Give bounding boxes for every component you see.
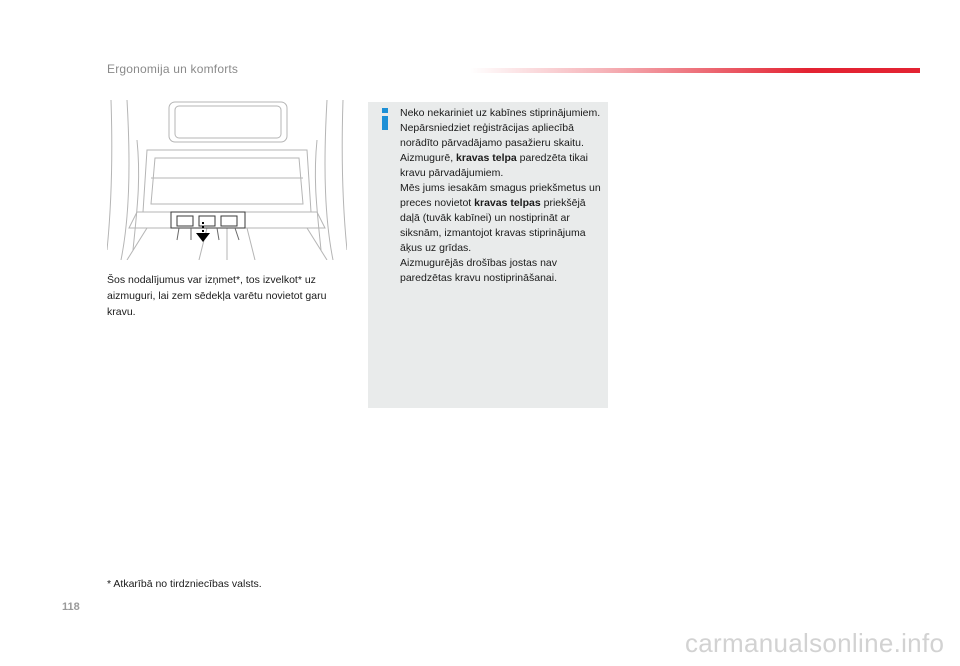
watermark: carmanualsonline.info xyxy=(685,628,945,658)
highlight-term: kravas telpa xyxy=(456,152,517,164)
info-line: Aizmugurējās drošības jostas nav paredzētas kravu nostiprināšanai. xyxy=(400,257,558,284)
info-line: Neko nekariniet uz kabīnes stiprinājumiem. xyxy=(400,107,601,119)
header-accent-bar xyxy=(470,68,920,73)
highlight-term: kravas telpas xyxy=(474,197,541,209)
seat-storage-illustration xyxy=(107,100,347,260)
section-title: Ergonomija un komforts xyxy=(107,62,239,76)
info-line: Nepārsniedziet reģistrācijas apliecībā norādīto pārvadājamo pasažieru skaitu. xyxy=(400,122,584,149)
info-text xyxy=(400,106,604,286)
body-paragraph: Šos nodalījumus var izņmet*, tos izvelkot* uz aizmuguri, lai zem sēdekļa varētu novietot garu kravu. xyxy=(107,274,327,318)
info-icon xyxy=(380,108,390,130)
footnote: * Atkarībā no tirdzniecības valsts. xyxy=(107,578,262,590)
info-line: Aizmugurē, kravas telpa paredzēta tikai kravu pārvadājumiem. xyxy=(400,152,588,179)
info-box xyxy=(368,102,608,408)
page-number: 118 xyxy=(62,601,80,613)
info-line: Mēs jums iesakām smagus priekšmetus un preces novietot kravas telpas priekšējā daļā (tuvāk kabīnei) un nostiprināt ar siksnām, izmantojot kravas stiprinājuma āķus uz grīdas. xyxy=(400,182,601,254)
